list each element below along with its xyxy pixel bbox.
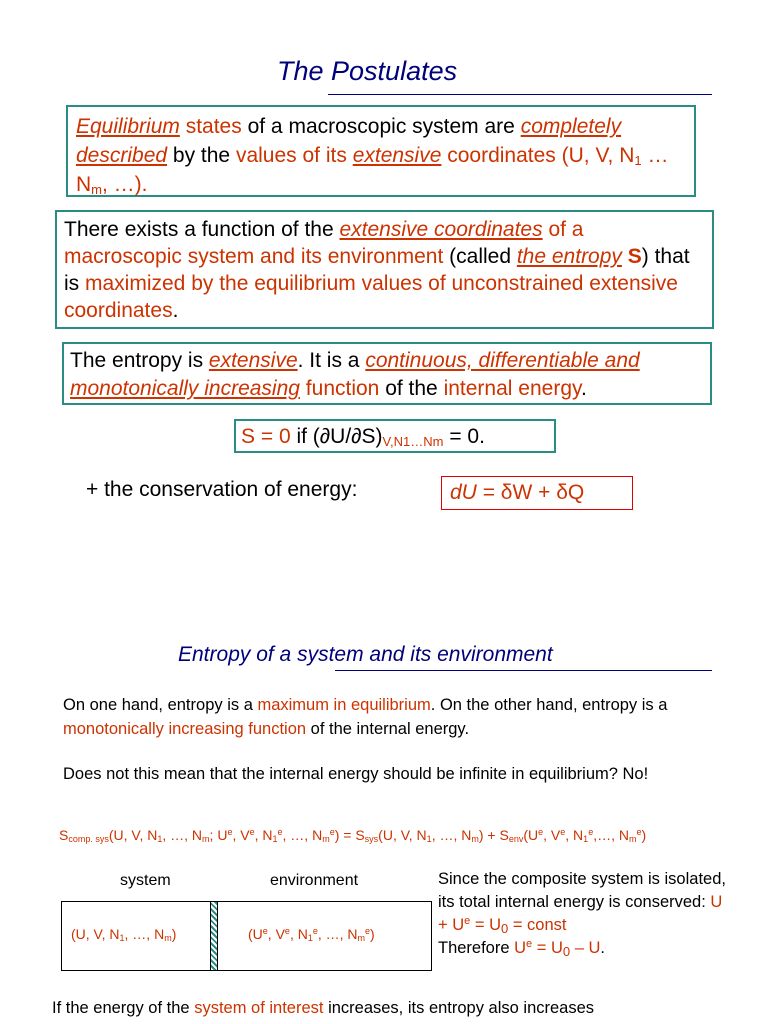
- subscript: m: [357, 933, 366, 943]
- text: .: [172, 299, 179, 322]
- text: , N: [565, 827, 584, 843]
- text: continuous, differentiable and monotonically increasing: [70, 349, 640, 400]
- subscript: m: [91, 182, 103, 197]
- text: S: [59, 827, 69, 843]
- section-title: Entropy of a system and its environment: [178, 643, 553, 666]
- system-variables: [71, 926, 176, 942]
- subscript: 1: [157, 834, 163, 844]
- text: .: [580, 377, 587, 400]
- text: ; U: [209, 827, 228, 843]
- text: (U: [248, 926, 263, 942]
- subscript: m: [471, 834, 479, 844]
- text: , V: [543, 827, 561, 843]
- subscript: 1: [634, 153, 642, 168]
- text: , V: [232, 827, 250, 843]
- text: (U, V, N: [71, 926, 120, 942]
- text: of a macroscopic system are: [241, 115, 521, 138]
- text: If the energy of the: [52, 999, 195, 1017]
- text: . On the other hand, entropy is a: [430, 696, 668, 714]
- text: . It is a: [297, 349, 366, 372]
- title-underline: [328, 94, 712, 95]
- text: of the internal energy.: [306, 720, 470, 738]
- text: – U: [570, 939, 601, 957]
- entropy-equation: [59, 827, 646, 843]
- text: function: [299, 377, 380, 400]
- text: Therefore: [438, 939, 515, 957]
- superscript: e: [277, 827, 283, 837]
- superscript: e: [636, 827, 642, 837]
- text: extensive coordinates: [339, 218, 543, 241]
- text: increases, its entropy also increases: [323, 999, 595, 1017]
- subscript: m: [322, 834, 330, 844]
- text: .: [600, 939, 605, 957]
- text: completely described: [76, 115, 622, 167]
- superscript: e: [365, 926, 371, 936]
- bottom-statement: [52, 999, 594, 1018]
- superscript: e: [227, 827, 233, 837]
- text: , …, N: [162, 827, 203, 843]
- text: = const: [508, 916, 567, 934]
- text: (U, V, N: [378, 827, 427, 843]
- text: , N: [289, 926, 308, 942]
- subscript: 0: [562, 944, 571, 959]
- text: the entropy: [516, 245, 622, 268]
- subscript: m: [628, 834, 637, 844]
- text: S: [621, 245, 642, 268]
- text: , …, N: [317, 926, 358, 942]
- text: S = 0: [241, 425, 291, 448]
- postulate-4-box: [234, 419, 556, 453]
- text: , …, N: [431, 827, 472, 843]
- text: of a macroscopic system and its environment: [64, 218, 584, 268]
- text: U: [514, 939, 527, 957]
- text: ): [641, 827, 647, 843]
- text: = 0.: [443, 425, 485, 448]
- energy-equation-box: [441, 476, 633, 510]
- text: ): [171, 926, 177, 942]
- superscript: e: [249, 827, 255, 837]
- conservation-text: + the conservation of energy:: [86, 478, 358, 501]
- text: = U: [532, 939, 563, 957]
- text: system of interest: [194, 999, 324, 1017]
- subscript: 1: [426, 834, 432, 844]
- subscript: comp. sys: [68, 834, 109, 844]
- text: (U: [523, 827, 539, 843]
- text: , …, N: [124, 926, 165, 942]
- text: monotonically increasing function: [63, 720, 307, 738]
- postulate-2-box: [55, 210, 714, 329]
- subscript: m: [202, 834, 210, 844]
- text: … N: [76, 144, 669, 196]
- text: maximum in equilibrium: [257, 696, 431, 714]
- text: extensive: [208, 349, 298, 372]
- subscript: 0: [501, 921, 509, 936]
- text: coordinates (U, V, N: [441, 144, 635, 167]
- superscript: e: [312, 926, 318, 936]
- text: ) that is: [64, 245, 690, 295]
- text: Since the composite system is isolated, its total internal energy is conserved:: [438, 870, 726, 911]
- superscript: e: [588, 827, 594, 837]
- text: internal energy: [443, 377, 581, 400]
- superscript: e: [284, 926, 290, 936]
- text: extensive: [352, 144, 442, 167]
- text: (called: [443, 245, 517, 268]
- superscript: e: [526, 938, 533, 950]
- text: ) + S: [478, 827, 509, 843]
- text: = U: [470, 916, 501, 934]
- text: ) = S: [334, 827, 365, 843]
- superscript: e: [538, 827, 544, 837]
- text: , V: [267, 926, 285, 942]
- postulate-1-box: [66, 105, 696, 197]
- paragraph: Does not this mean that the internal energy should be infinite in equilibrium? No!: [63, 765, 649, 783]
- text: The entropy is: [70, 349, 209, 372]
- superscript: e: [560, 827, 566, 837]
- text: of the: [379, 377, 444, 400]
- text: On one hand, entropy is a: [63, 696, 258, 714]
- superscript: e: [262, 926, 268, 936]
- text: , …).: [102, 173, 148, 196]
- subscript: 1: [119, 933, 125, 943]
- text: = δW + δQ: [476, 481, 585, 504]
- text: There exists a function of the: [64, 218, 340, 241]
- text: states: [179, 115, 242, 138]
- system-label: system: [120, 872, 171, 889]
- subscript: V,N1…Nm: [382, 434, 444, 449]
- superscript: e: [329, 827, 335, 837]
- text: , N: [254, 827, 273, 843]
- text: ): [370, 926, 375, 942]
- slide-title: The Postulates: [277, 56, 458, 86]
- subscript: sys: [364, 834, 379, 844]
- text: (U, V, N: [108, 827, 158, 843]
- superscript: e: [464, 915, 471, 927]
- text: ,…, N: [593, 827, 629, 843]
- title-underline: [335, 670, 712, 671]
- subscript: m: [164, 933, 172, 943]
- text: by the: [167, 144, 236, 167]
- hatched-wall: [210, 901, 218, 971]
- subscript: 1: [272, 834, 278, 844]
- subscript: env: [508, 834, 524, 844]
- text: maximized by the equilibrium values of unconstrained extensive coordinates: [64, 272, 678, 322]
- paragraph: [63, 693, 723, 741]
- subscript: 1: [307, 933, 313, 943]
- text: Equilibrium: [76, 115, 180, 138]
- text: dU: [450, 481, 477, 504]
- text: if (∂U/∂S): [290, 425, 383, 448]
- postulate-3-box: [62, 342, 712, 405]
- environment-variables: [248, 926, 375, 942]
- subscript: 1: [583, 834, 589, 844]
- text: , …, N: [282, 827, 323, 843]
- text: values of its: [235, 144, 353, 167]
- environment-label: environment: [270, 872, 359, 889]
- text: U + U: [438, 893, 723, 934]
- isolated-system-explanation: [438, 868, 728, 960]
